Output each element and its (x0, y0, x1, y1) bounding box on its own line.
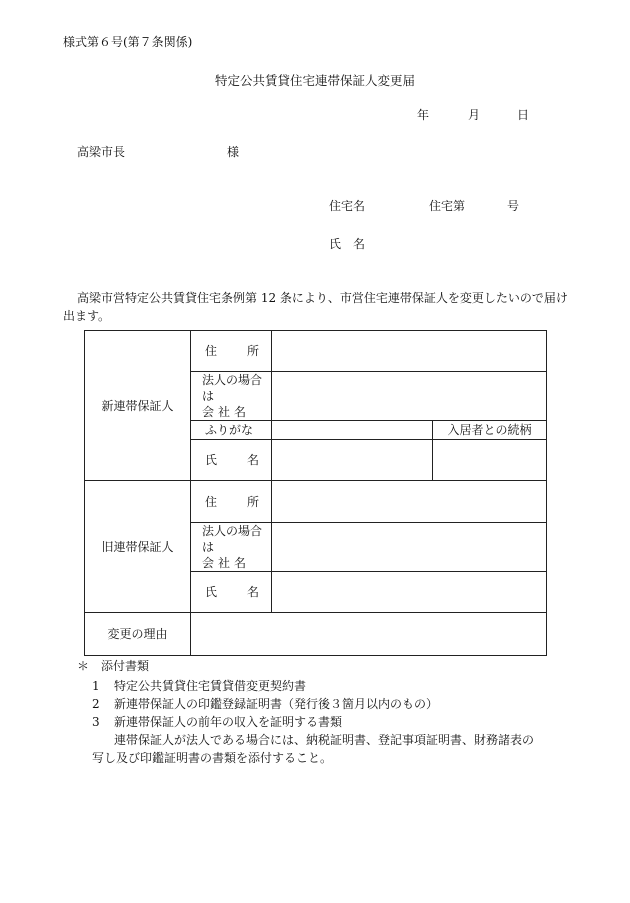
attachment-item (92, 713, 342, 730)
attachment-text: 新連帯保証人の前年の収入を証明する書類 (114, 715, 343, 729)
form-number: 様式第６号(第７条関係) (63, 35, 193, 49)
old-guarantor-group-label (85, 481, 191, 613)
relation-header (433, 421, 547, 440)
document-title: 特定公共賃貸住宅連帯保証人変更届 (214, 73, 415, 88)
reason-field[interactable] (191, 613, 547, 656)
new-guarantor-name-label (191, 440, 272, 481)
old-guarantor-corp-label-line2: 会社名 (202, 556, 246, 570)
reason-label-text: 変更の理由 (107, 627, 168, 641)
guarantor-form-table (84, 330, 547, 656)
old-guarantor-name-label-text: 氏名 (205, 585, 259, 599)
reason-row (85, 613, 547, 656)
new-guarantor-corp-label (191, 372, 272, 421)
relation-field[interactable] (433, 440, 547, 481)
new-guarantor-corp-label-line1: 法人の場合は (202, 373, 263, 403)
date-month-label: 月 (468, 108, 481, 122)
attachment-item (92, 695, 438, 712)
old-guarantor-name-field[interactable] (272, 572, 547, 613)
housing-name-label: 住宅名 (329, 199, 366, 213)
reason-label (85, 613, 191, 656)
new-guarantor-corp-field[interactable] (272, 372, 547, 421)
new-guarantor-address-label (191, 331, 272, 372)
old-guarantor-corp-field[interactable] (272, 523, 547, 572)
attachment-note-line2: 写し及び印鑑証明書の書類を添付すること。 (92, 751, 333, 765)
attachment-item (92, 677, 306, 694)
addressee-name: 高梁市長 (77, 145, 126, 159)
old-guarantor-corp-label (191, 523, 272, 572)
new-guarantor-corp-label-line2: 会社名 (202, 405, 246, 419)
new-guarantor-name-field[interactable] (272, 440, 433, 481)
old-guarantor-address-label (191, 481, 272, 523)
applicant-name-label: 氏 名 (329, 237, 366, 251)
attachments-title: ＊ 添付書類 (77, 659, 150, 673)
new-guarantor-address-row (85, 331, 547, 372)
body-text: 高梁市営特定公共賃貸住宅条例第 12 条により、市営住宅連帯保証人を変更したいので届け出ます。 (63, 291, 568, 323)
date-day-label: 日 (517, 108, 530, 122)
new-guarantor-name-label-text: 氏名 (205, 453, 259, 467)
attachment-note-line1: 連帯保証人が法人である場合には、納税証明書、登記事項証明書、財務諸表の (114, 733, 535, 747)
attachment-number: 3 (92, 715, 100, 729)
old-guarantor-address-field[interactable] (272, 481, 547, 523)
date-year-label: 年 (417, 108, 430, 122)
addressee-honorific: 様 (227, 145, 240, 159)
old-guarantor-address-label-text: 住所 (205, 494, 259, 509)
attachment-number: 1 (92, 679, 100, 693)
housing-unit-label: 住宅第 (429, 199, 466, 213)
old-guarantor-name-label (191, 572, 272, 613)
relation-header-text: 入居者との続柄 (447, 423, 532, 437)
new-guarantor-group-label (85, 331, 191, 481)
old-guarantor-group-text: 旧連帯保証人 (101, 539, 174, 554)
old-guarantor-corp-label-line1: 法人の場合は (202, 524, 263, 554)
new-guarantor-address-field[interactable] (272, 331, 547, 372)
attachment-text: 特定公共賃貸住宅賃貸借変更契約書 (114, 679, 307, 693)
housing-number-label: 号 (507, 199, 520, 213)
attachment-number: 2 (92, 697, 100, 711)
attachment-text: 新連帯保証人の印鑑登録証明書（発行後３箇月以内のもの） (114, 697, 439, 711)
old-guarantor-address-row (85, 481, 547, 523)
new-guarantor-furigana-field[interactable] (272, 421, 433, 440)
new-guarantor-furigana-label-text: ふりがな (205, 423, 254, 437)
new-guarantor-address-label-text: 住所 (205, 344, 259, 358)
new-guarantor-group-text: 新連帯保証人 (101, 398, 174, 413)
new-guarantor-furigana-label (191, 421, 272, 440)
